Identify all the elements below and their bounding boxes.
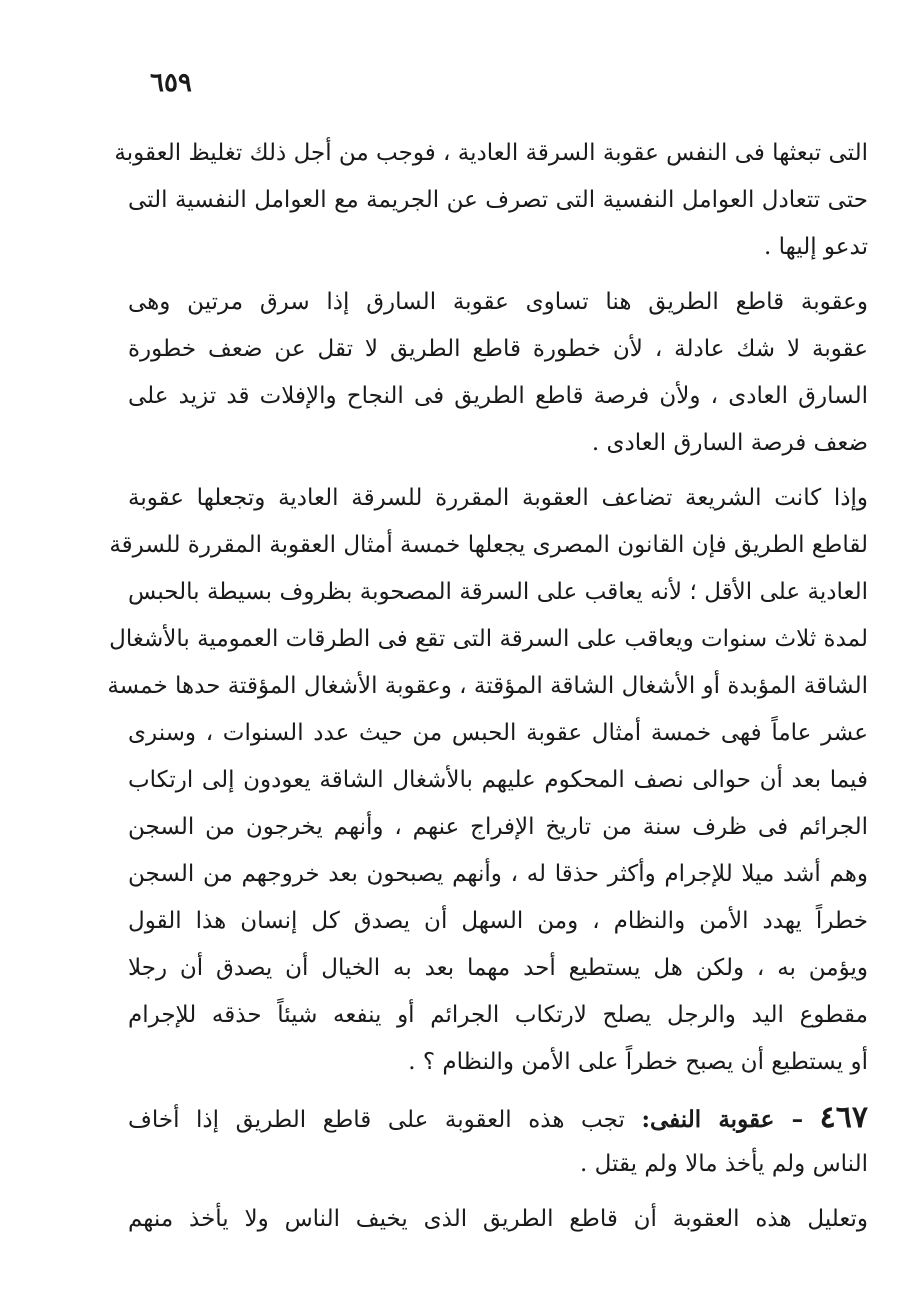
text-line: عشر عاماً فهى خمسة أمثال عقوبة الحبس من حيث عدد السنوات ، وسنرى <box>128 720 868 746</box>
section-heading-line <box>128 1094 868 1141</box>
text-line: عقوبة لا شك عادلة ، لأن خطورة قاطع الطريق لا تقل عن ضعف خطورة <box>128 336 868 362</box>
text-line: الناس ولم يأخذ مالا ولم يقتل . <box>580 1151 868 1177</box>
text-line: وعقوبة قاطع الطريق هنا تساوى عقوبة السارق إذا سرق مرتين وهى <box>128 289 868 315</box>
text-line: وهم أشد ميلا للإجرام وأكثر حذقا له ، وأنهم يصبحون بعد خروجهم من السجن <box>128 861 868 887</box>
text-line: فيما بعد أن حوالى نصف المحكوم عليهم بالأشغال الشاقة يعودون إلى ارتكاب <box>128 767 868 793</box>
text-line: العادية على الأقل ؛ لأنه يعاقب على السرقة المصحوبة بظروف بسيطة بالحبس <box>128 579 868 605</box>
text-line: وإذا كانت الشريعة تضاعف العقوبة المقررة للسرقة العادية وتجعلها عقوبة <box>128 485 868 511</box>
text-line: ويؤمن به ، ولكن هل يستطيع أحد مهما بعد به الخيال أن يصدق أن رجلا <box>128 955 868 981</box>
paragraph-1 <box>114 130 868 271</box>
text-line: ضعف فرصة السارق العادى . <box>591 430 868 456</box>
text-line: مقطوع اليد والرجل يصلح لارتكاب الجرائم أو ينفعه شيئاً حذقه للإجرام <box>128 1002 868 1028</box>
text-line: الشاقة المؤبدة أو الأشغال الشاقة المؤقتة ، وعقوبة الأشغال المؤقتة حدها خمسة <box>107 673 868 699</box>
text-line: تدعو إليها . <box>764 234 868 260</box>
paragraph-5 <box>128 1196 868 1243</box>
paragraph-4 <box>128 1094 868 1188</box>
text-line: خطراً يهدد الأمن والنظام ، ومن السهل أن يصدق كل إنسان هذا القول <box>128 908 868 934</box>
section-number: ٤٦٧ <box>819 1100 869 1135</box>
text-line: التى تبعثها فى النفس عقوبة السرقة العادية ، فوجب من أجل ذلك تغليظ العقوبة <box>114 140 868 166</box>
text-line: أو يستطيع أن يصبح خطراً على الأمن والنظام ؟ . <box>408 1049 868 1075</box>
text-line: وتعليل هذه العقوبة أن قاطع الطريق الذى يخيف الناس ولا يأخذ منهم <box>128 1206 868 1232</box>
section-title: – عقوبة النفى: <box>641 1106 804 1133</box>
paragraph-3 <box>107 475 868 1086</box>
text-line: لمدة ثلاث سنوات ويعاقب على السرقة التى تقع فى الطرقات العمومية بالأشغال <box>109 626 868 652</box>
text-body <box>107 130 869 1243</box>
text-line: لقاطع الطريق فإن القانون المصرى يجعلها خمسة أمثال العقوبة المقررة للسرقة <box>109 532 868 558</box>
text-line: السارق العادى ، ولأن فرصة قاطع الطريق فى النجاح والإفلات قد تزيد على <box>128 383 868 409</box>
text-line-rest: تجب هذه العقوبة على قاطع الطريق إذا أخاف <box>128 1107 625 1133</box>
text-line: حتى تتعادل العوامل النفسية التى تصرف عن الجريمة مع العوامل النفسية التى <box>128 187 868 213</box>
text-line: الجرائم فى ظرف سنة من تاريخ الإفراج عنهم ، وأنهم يخرجون من السجن <box>128 814 868 840</box>
page-number: ٦٥٩ <box>150 68 192 98</box>
paragraph-2 <box>128 279 868 467</box>
